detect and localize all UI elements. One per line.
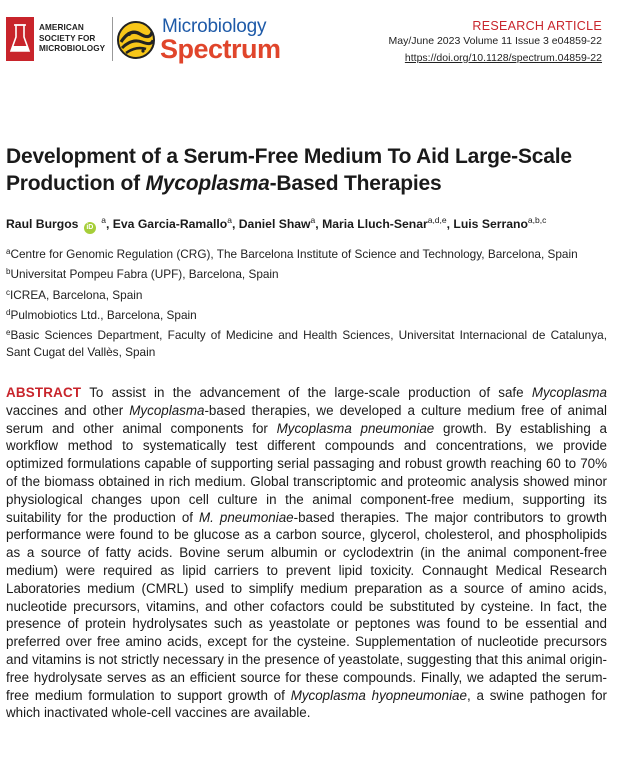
affiliation-text: ICREA, Barcelona, Spain [10, 287, 143, 302]
affiliation-sup: d [6, 307, 11, 317]
author-name[interactable]: Daniel Shaw [238, 217, 311, 231]
abstract-italic-term: M. pneumoniae [199, 509, 294, 525]
author-list: Raul Burgos iD $^a$, Eva Garcia-Ramallo$^a$, Daniel Shaw$^a$, Maria Lluch-Senar$^{a,d,e}$, Luis Serrano$^{a,b,c}$ [6, 212, 616, 234]
spectrum-word-microbiology: Microbiology [162, 16, 267, 37]
affiliation-text: Centre for Genomic Regulation (CRG), The Barcelona Institute of Science and Technology, Barcelona, Spain [10, 247, 578, 261]
abstract-italic-term: Mycoplasma pneumoniae [276, 420, 435, 436]
affiliation-text: Basic Sciences Department, Faculty of Medicine and Health Sciences, Universitat Internacional de Catalunya, Sant Cugat del Vallès, Spain [6, 328, 607, 360]
author-name[interactable]: Luis Serrano [453, 217, 528, 231]
affiliation-text: Pulmobiotics Ltd., Barcelona, Spain [10, 307, 197, 322]
issue-info: May/June 2023 Volume 11 Issue 3 e04859-22 [388, 35, 602, 47]
affiliation-sup: b [6, 267, 11, 277]
asm-line-1: AMERICAN [39, 23, 84, 33]
abstract-italic-term: Mycoplasma [129, 402, 205, 418]
asm-name [39, 23, 105, 55]
abstract-text: -based therapies, we developed a culture medium free of animal serum and other animal components for [6, 402, 608, 436]
abstract-text: -based therapies. The major contributors to growth performance were found to be glucose as a carbon source, glycerol, cholesterol, and phospholipids as a source of fatty acids. Bovine serum albumin or cyclodextrin (in the animal component-free medium) were required as lipid carriers to prevent lipid toxicity. Connaught Medical Research Laboratories medium (CMRL) used to simplify medium preparation as a source of amino acids, nucleotide precursors, vitamins, and other cofactors could be substituted by cysteine. In fact, the presence of protein hydrolysates such as yeastolate or peptones was found to be essential and preferred over free amino acids, except for the cysteine. Supplementation of nucleotide precursors and vitamins is not strictly necessary in the presence of yeastolate, suggesting that this animal origin-free hydrolysate serves as an efficient source for these compounds. Finally, we adapted the serum-free medium formulation to support growth of [6, 509, 607, 703]
affiliation-item [6, 304, 607, 324]
article-title [6, 143, 606, 197]
affiliations [6, 243, 607, 362]
journal-header [0, 0, 619, 80]
abstract-italic-term: Mycoplasma [531, 385, 607, 400]
title-italic: Mycoplasma [145, 172, 270, 196]
title-part-2: -Based Therapies [269, 172, 442, 196]
abstract [6, 384, 607, 722]
author-name[interactable]: Raul Burgos [6, 217, 79, 231]
abstract-text: vaccines and other [6, 402, 130, 418]
asm-line-3: MICROBIOLOGY [39, 44, 106, 54]
author-affil-sup: a [101, 215, 106, 225]
asm-logo[interactable] [6, 17, 110, 61]
author-name[interactable]: Eva Garcia-Ramallo [112, 217, 228, 231]
affiliation-sup: e [6, 328, 11, 338]
abstract-italic-term: Mycoplasma hyopneumoniae [290, 687, 467, 703]
logo-divider [112, 17, 113, 61]
affiliation-sup: c [6, 287, 10, 297]
spectrum-ring-icon [116, 20, 156, 60]
abstract-text: To assist in the advancement of the large-scale production of safe [81, 385, 532, 400]
author-affil-sup: a,b,c [527, 215, 547, 225]
affiliation-item [6, 284, 607, 304]
asm-line-2: SOCIETY FOR [39, 33, 96, 43]
abstract-text: growth. By establishing a workflow method to systematically test different compounds and concentrations, we provide optimized formulations capable of supporting serial passaging and robust growth reaching 60 to 70% of the biomass obtained in rich medium. Global transcriptomic and proteomic analysis showed minor physiological changes upon cell culture in the animal component-free medium, supporting its suitability for the production of [6, 420, 607, 525]
title-part-1: Development of a Serum-Free Medium To Aid Large-Scale Production of [6, 145, 572, 196]
article-meta [389, 18, 602, 66]
author-affil-sup: a,d,e [427, 215, 447, 225]
orcid-icon[interactable]: iD [84, 222, 96, 234]
author-affil-sup: a [227, 215, 232, 225]
abstract-label: ABSTRACT [6, 385, 82, 400]
affiliation-item [6, 243, 607, 263]
article-type: RESEARCH ARTICLE [472, 19, 602, 33]
doi-link[interactable]: https://doi.org/10.1128/spectrum.04859-22 [404, 52, 602, 64]
asm-flask-icon [6, 17, 34, 61]
author-name[interactable]: Maria Lluch-Senar [322, 217, 428, 231]
author-affil-sup: a [310, 215, 316, 225]
affiliation-item [6, 263, 607, 283]
spectrum-word-spectrum: Spectrum [160, 34, 281, 64]
abstract-text: , a swine pathogen for which inactivated whole-cell vaccines are available. [6, 687, 607, 721]
abstract-body [6, 385, 607, 720]
affiliation-text: Universitat Pompeu Fabra (UPF), Barcelona, Spain [10, 267, 279, 282]
affiliation-item [6, 324, 607, 362]
microbiology-spectrum-logo[interactable] [116, 15, 296, 63]
affiliation-sup: a [6, 247, 11, 256]
